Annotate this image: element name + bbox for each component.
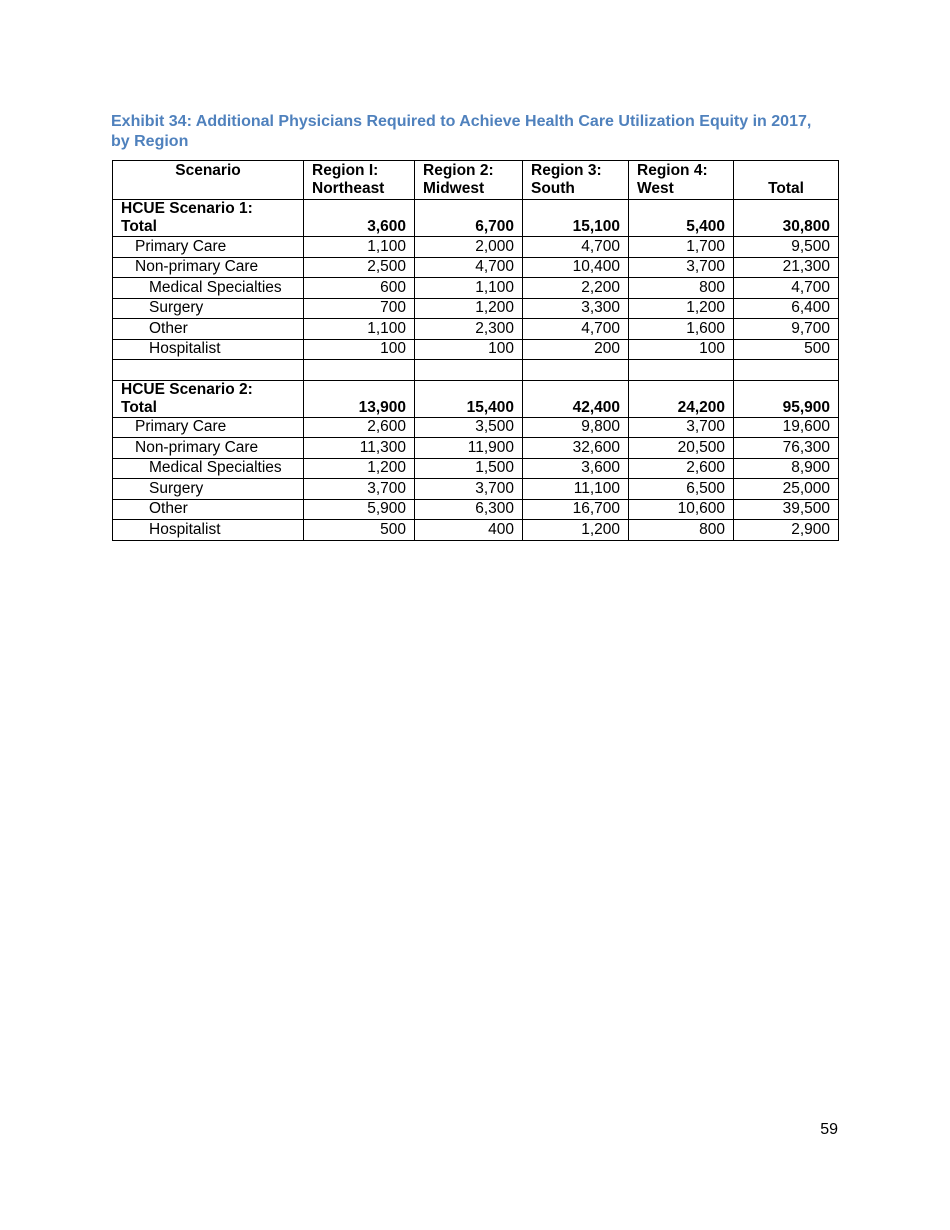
table-row xyxy=(113,520,839,541)
table-cell: 6,500 xyxy=(629,479,734,500)
table-header-row xyxy=(113,161,839,200)
table-cell: 500 xyxy=(304,520,415,541)
table-cell: 19,600 xyxy=(734,417,839,438)
table-cell: 9,500 xyxy=(734,237,839,258)
table-cell: 15,400 xyxy=(415,380,523,417)
table-cell: 100 xyxy=(629,339,734,360)
table-cell: 9,700 xyxy=(734,319,839,340)
table-cell: 1,100 xyxy=(415,278,523,299)
table-cell: 2,200 xyxy=(523,278,629,299)
table-row xyxy=(113,257,839,278)
table-cell: 10,600 xyxy=(629,499,734,520)
table-cell: 4,700 xyxy=(415,257,523,278)
table-cell: 1,100 xyxy=(304,237,415,258)
table-row xyxy=(113,237,839,258)
table-row xyxy=(113,479,839,500)
row-label: Other xyxy=(113,499,304,520)
table-cell: 3,700 xyxy=(629,257,734,278)
table-cell: 76,300 xyxy=(734,438,839,459)
table-cell: 24,200 xyxy=(629,380,734,417)
table-cell: 4,700 xyxy=(523,319,629,340)
table-cell: 1,600 xyxy=(629,319,734,340)
table-row xyxy=(113,339,839,360)
table-cell: 2,600 xyxy=(629,458,734,479)
table-cell: 3,600 xyxy=(523,458,629,479)
table-cell: 95,900 xyxy=(734,380,839,417)
table-cell: 1,200 xyxy=(629,298,734,319)
table-cell: 2,600 xyxy=(304,417,415,438)
table-cell: 2,000 xyxy=(415,237,523,258)
table-row xyxy=(113,499,839,520)
row-label: Non-primary Care xyxy=(113,438,304,459)
empty-cell xyxy=(734,360,839,381)
table-cell: 32,600 xyxy=(523,438,629,459)
row-label: Primary Care xyxy=(113,417,304,438)
table-cell: 20,500 xyxy=(629,438,734,459)
table-cell: 100 xyxy=(304,339,415,360)
empty-cell xyxy=(523,360,629,381)
row-label: Surgery xyxy=(113,298,304,319)
row-label: Primary Care xyxy=(113,237,304,258)
header-total: Total xyxy=(734,161,839,200)
table-cell: 800 xyxy=(629,278,734,299)
table-cell: 1,200 xyxy=(304,458,415,479)
table-cell: 42,400 xyxy=(523,380,629,417)
row-label: Hospitalist xyxy=(113,520,304,541)
row-label: Hospitalist xyxy=(113,339,304,360)
table-cell: 1,200 xyxy=(523,520,629,541)
scenario-2-total-row xyxy=(113,380,839,417)
table-row xyxy=(113,298,839,319)
header-region-3: Region 3: South xyxy=(523,161,629,200)
table-cell: 13,900 xyxy=(304,380,415,417)
table-cell: 200 xyxy=(523,339,629,360)
table-cell: 9,800 xyxy=(523,417,629,438)
table-cell: 2,900 xyxy=(734,520,839,541)
table-cell: 5,400 xyxy=(629,200,734,237)
table-cell: 1,700 xyxy=(629,237,734,258)
scenario-1-title: HCUE Scenario 1: Total xyxy=(113,200,304,237)
table-cell: 700 xyxy=(304,298,415,319)
header-region-2: Region 2: Midwest xyxy=(415,161,523,200)
empty-cell xyxy=(113,360,304,381)
table-row xyxy=(113,458,839,479)
header-region-4: Region 4: West xyxy=(629,161,734,200)
table-cell: 11,100 xyxy=(523,479,629,500)
table-cell: 3,300 xyxy=(523,298,629,319)
table-cell: 39,500 xyxy=(734,499,839,520)
scenario-1-total-row xyxy=(113,200,839,237)
spacer-row xyxy=(113,360,839,381)
table-cell: 1,100 xyxy=(304,319,415,340)
table-cell: 6,400 xyxy=(734,298,839,319)
table-row xyxy=(113,438,839,459)
table-cell: 25,000 xyxy=(734,479,839,500)
table-cell: 3,700 xyxy=(304,479,415,500)
row-label: Non-primary Care xyxy=(113,257,304,278)
table-cell: 400 xyxy=(415,520,523,541)
exhibit-caption: Exhibit 34: Additional Physicians Required to Achieve Health Care Utilization Equity in 2017, by Region xyxy=(111,113,812,150)
page-number: 59 xyxy=(820,1121,838,1138)
table-cell: 3,700 xyxy=(629,417,734,438)
row-label: Other xyxy=(113,319,304,340)
header-scenario: Scenario xyxy=(113,161,304,200)
table-cell: 6,300 xyxy=(415,499,523,520)
row-label: Medical Specialties xyxy=(113,278,304,299)
table-cell: 21,300 xyxy=(734,257,839,278)
table-cell: 2,300 xyxy=(415,319,523,340)
empty-cell xyxy=(415,360,523,381)
table-cell: 11,900 xyxy=(415,438,523,459)
table-cell: 10,400 xyxy=(523,257,629,278)
table-cell: 100 xyxy=(415,339,523,360)
row-label: Surgery xyxy=(113,479,304,500)
table-cell: 11,300 xyxy=(304,438,415,459)
table-cell: 3,600 xyxy=(304,200,415,237)
table-cell: 8,900 xyxy=(734,458,839,479)
table-cell: 4,700 xyxy=(734,278,839,299)
table-cell: 6,700 xyxy=(415,200,523,237)
table-cell: 2,500 xyxy=(304,257,415,278)
table-cell: 600 xyxy=(304,278,415,299)
table-cell: 16,700 xyxy=(523,499,629,520)
table-row xyxy=(113,278,839,299)
table-cell: 5,900 xyxy=(304,499,415,520)
physicians-table xyxy=(112,160,839,541)
empty-cell xyxy=(629,360,734,381)
table-cell: 500 xyxy=(734,339,839,360)
empty-cell xyxy=(304,360,415,381)
table-cell: 3,500 xyxy=(415,417,523,438)
table-cell: 15,100 xyxy=(523,200,629,237)
scenario-2-title: HCUE Scenario 2: Total xyxy=(113,380,304,417)
table-cell: 1,200 xyxy=(415,298,523,319)
table-row xyxy=(113,319,839,340)
row-label: Medical Specialties xyxy=(113,458,304,479)
table-cell: 3,700 xyxy=(415,479,523,500)
header-region-1: Region I: Northeast xyxy=(304,161,415,200)
table-cell: 800 xyxy=(629,520,734,541)
table-cell: 4,700 xyxy=(523,237,629,258)
table-cell: 30,800 xyxy=(734,200,839,237)
table-cell: 1,500 xyxy=(415,458,523,479)
table-row xyxy=(113,417,839,438)
